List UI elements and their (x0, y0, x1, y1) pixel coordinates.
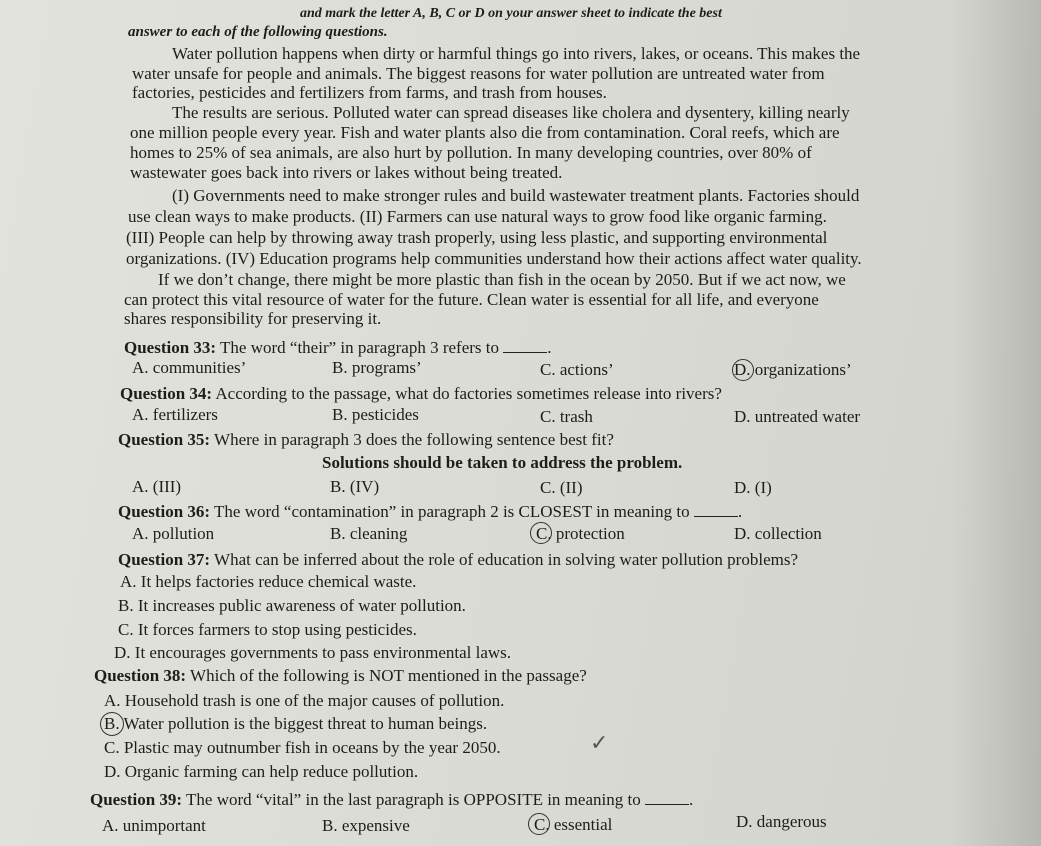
q34-option-c[interactable]: C. trash (540, 407, 593, 426)
question-36-stem: The word “contamination” in paragraph 2 is CLOSEST in meaning to (214, 502, 694, 521)
passage-p2-line-4: wastewater goes back into rivers or lakes without being treated. (130, 163, 563, 182)
question-37 (118, 550, 798, 570)
question-34 (120, 384, 722, 404)
answer-blank (645, 804, 689, 805)
q35-option-b[interactable]: B. (IV) (330, 477, 380, 496)
question-38-stem: Which of the following is NOT mentioned in the passage? (190, 666, 587, 685)
q39-option-d[interactable]: D. dangerous (736, 812, 827, 831)
q39-option-c[interactable]: C. essential (534, 815, 613, 834)
q38-option-d[interactable]: D. Organic farming can help reduce pollution. (104, 762, 419, 781)
question-35-stem: Where in paragraph 3 does the following sentence best fit? (214, 430, 614, 449)
question-33-end: . (547, 338, 552, 357)
question-38 (94, 666, 587, 686)
answer-blank (503, 352, 547, 353)
question-39-label: Question 39: (90, 790, 183, 809)
question-36-label: Question 36: (118, 502, 211, 521)
checkmark-icon: ✓ (590, 730, 609, 755)
question-37-stem: What can be inferred about the role of education in solving water pollution problems? (214, 550, 798, 569)
question-33 (124, 338, 552, 358)
passage-p4-line-2: can protect this vital resource of water for the future. Clean water is essential for all life, and everyone (124, 290, 819, 309)
passage-p1-line-1: Water pollution happens when dirty or harmful things go into rivers, lakes, or oceans. This makes the (172, 44, 861, 63)
q36-option-a[interactable]: A. pollution (132, 524, 215, 543)
instruction-line-1: and mark the letter A, B, C or D on your answer sheet to indicate the best (300, 6, 722, 21)
answer-circle-mark (528, 813, 550, 835)
question-39 (90, 790, 693, 810)
passage-p2-line-3: homes to 25% of sea animals, are also hurt by pollution. In many developing countries, over 80% of (130, 143, 812, 162)
instruction-line-2: answer to each of the following questions. (128, 24, 388, 40)
q38-option-c[interactable]: C. Plastic may outnumber fish in oceans by the year 2050. (104, 738, 501, 757)
question-37-label: Question 37: (118, 550, 211, 569)
passage-p4-line-1: If we don’t change, there might be more plastic than fish in the ocean by 2050. But if we act now, we (158, 270, 846, 289)
passage-p2-line-1: The results are serious. Polluted water can spread diseases like cholera and dysentery, killing nearly (172, 103, 850, 122)
q38-option-b[interactable]: B. Water pollution is the biggest threat to human beings. (104, 714, 488, 733)
q34-option-a[interactable]: A. fertilizers (132, 405, 218, 424)
passage-p2-line-2: one million people every year. Fish and water plants also die from contamination. Coral reefs, which are (130, 123, 840, 142)
passage-p3-line-4: organizations. (IV) Education programs help communities understand how their actions affect water quality. (126, 249, 862, 268)
question-36 (118, 502, 742, 522)
question-34-stem: According to the passage, what do factories sometimes release into rivers? (215, 384, 722, 403)
q35-option-d[interactable]: D. (I) (734, 478, 772, 497)
q34-option-b[interactable]: B. pesticides (332, 405, 419, 424)
q38-option-a[interactable]: A. Household trash is one of the major causes of pollution. (104, 691, 505, 710)
question-35 (118, 430, 614, 450)
question-38-label: Question 38: (94, 666, 187, 685)
q35-option-a[interactable]: A. (III) (132, 477, 182, 496)
q37-option-c[interactable]: C. It forces farmers to stop using pesticides. (118, 620, 417, 639)
question-34-label: Question 34: (120, 384, 213, 403)
q36-option-d[interactable]: D. collection (734, 524, 822, 543)
passage-p3-line-2: use clean ways to make products. (II) Farmers can use natural ways to grow food like organic farming. (128, 207, 827, 226)
q33-option-c[interactable]: C. actions’ (540, 360, 614, 379)
page-shadow (951, 0, 1041, 846)
q37-option-d[interactable]: D. It encourages governments to pass environmental laws. (114, 643, 512, 662)
question-33-label: Question 33: (124, 338, 217, 357)
q39-option-b[interactable]: B. expensive (322, 816, 410, 835)
question-33-stem: The word “their” in paragraph 3 refers to (220, 338, 504, 357)
answer-circle-mark (732, 359, 754, 381)
answer-circle-mark (530, 522, 552, 544)
q35-option-c[interactable]: C. (II) (540, 478, 583, 497)
answer-blank (694, 516, 738, 517)
q33-option-d[interactable]: D. organizations’ (734, 360, 852, 379)
q36-option-b[interactable]: B. cleaning (330, 524, 408, 543)
q36-option-c[interactable]: C. protection (536, 524, 625, 543)
question-39-stem: The word “vital” in the last paragraph is OPPOSITE in meaning to (186, 790, 645, 809)
q33-option-a[interactable]: A. communities’ (132, 358, 247, 377)
question-39-end: . (688, 790, 694, 809)
q33-option-b[interactable]: B. programs’ (332, 358, 422, 377)
answer-circle-mark (100, 712, 124, 736)
passage-p4-line-3: shares responsibility for preserving it. (124, 309, 382, 328)
passage-p1-line-2: water unsafe for people and animals. The biggest reasons for water pollution are untreated water from (132, 64, 825, 83)
passage-p1-line-3: factories, pesticides and fertilizers from farms, and trash from houses. (132, 83, 607, 102)
question-36-end: . (737, 502, 743, 521)
q37-option-a[interactable]: A. It helps factories reduce chemical waste. (120, 572, 417, 591)
question-35-label: Question 35: (118, 430, 211, 449)
q34-option-d[interactable]: D. untreated water (734, 407, 861, 426)
q37-option-b[interactable]: B. It increases public awareness of water pollution. (118, 596, 466, 615)
q39-option-a[interactable]: A. unimportant (102, 816, 206, 835)
question-35-sentence: Solutions should be taken to address the problem. (322, 453, 683, 472)
passage-p3-line-3: (III) People can help by throwing away trash properly, using less plastic, and supporting environmental (126, 228, 828, 247)
passage-p3-line-1: (I) Governments need to make stronger rules and build wastewater treatment plants. Factories should (172, 186, 860, 205)
